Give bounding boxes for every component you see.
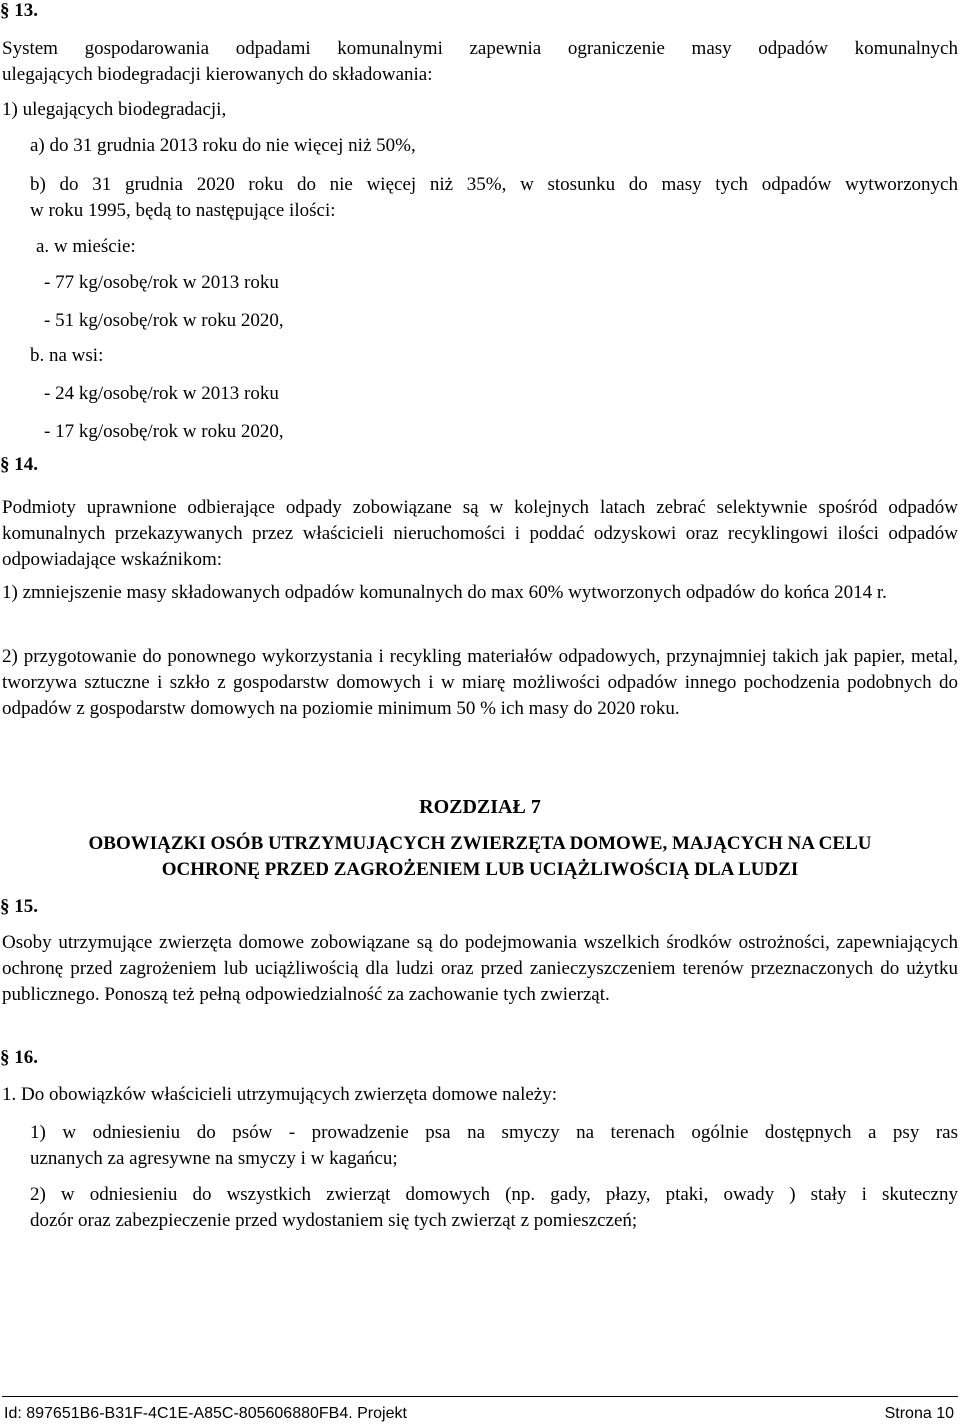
section-16-intro: 1. Do obowiązków właścicieli utrzymujących zwierzęta domowe należy: <box>2 1084 558 1105</box>
section-16-heading: § 16. <box>0 1047 38 1068</box>
section-15-heading: § 15. <box>0 896 38 917</box>
section-16-item-1-line1: 1) w odniesieniu do psów - prowadzenie psa na smyczy na terenach ogólnie dostępnych a psy ras <box>30 1122 958 1143</box>
section-14-paragraph-1: Podmioty uprawnione odbierające odpady zobowiązane są w kolejnych latach zebrać selektywnie spośród odpadów komunalnych przekazywanych przez właścicieli nieruchomości i poddać odzyskowi oraz recyklingowi ilości odpadów odpowiadające wskaźnikom: <box>2 497 958 570</box>
section-14-paragraph-3: 2) przygotowanie do ponownego wykorzystania i recykling materiałów odpadowych, przynajmniej takich jak papier, metal, tworzywa sztuczne i szkło z gospodarstw domowych i w miarę możliwości odpadów innego pochodzenia podobnych do odpadów z gospodarstw domowych na poziomie minimum 50 % ich masy do 2020 roku. <box>2 646 958 719</box>
section-13-intro-line2: ulegających biodegradacji kierowanych do składowania: <box>2 64 433 85</box>
footer-page-number: Strona 10 <box>884 1405 954 1422</box>
footer-rule <box>2 1396 958 1397</box>
city-label: a. w mieście: <box>36 236 136 257</box>
chapter-title-line2: OCHRONĘ PRZED ZAGROŻENIEM LUB UCIĄŻLIWOŚCIĄ DLA LUDZI <box>161 859 799 880</box>
section-16-item-2-line1: 2) w odniesieniu do wszystkich zwierząt domowych (np. gady, płazy, ptaki, owady ) stały i skuteczny <box>30 1184 958 1205</box>
city-value-2013: - 77 kg/osobę/rok w 2013 roku <box>44 272 279 293</box>
section-13-item-1: 1) ulegających biodegradacji, <box>2 99 227 120</box>
village-value-2020: - 17 kg/osobę/rok w roku 2020, <box>44 421 284 442</box>
city-value-2020: - 51 kg/osobę/rok w roku 2020, <box>44 310 284 331</box>
village-label: b. na wsi: <box>30 345 104 366</box>
section-14-paragraph-2: 1) zmniejszenie masy składowanych odpadów komunalnych do max 60% wytworzonych odpadów do końca 2014 r. <box>2 582 887 603</box>
section-13-heading: § 13. <box>0 0 38 21</box>
section-13-intro-line1: System gospodarowania odpadami komunalnymi zapewnia ograniczenie masy odpadów komunalnych <box>2 38 958 59</box>
section-16-item-1-line2: uznanych za agresywne na smyczy i w kagańcu; <box>30 1148 398 1169</box>
footer-document-id: Id: 897651B6-B31F-4C1E-A85C-805606880FB4. Projekt <box>4 1405 407 1422</box>
village-value-2013: - 24 kg/osobę/rok w 2013 roku <box>44 383 279 404</box>
section-13-item-a: a) do 31 grudnia 2013 roku do nie więcej niż 50%, <box>30 135 416 156</box>
section-13-item-b-line1: b) do 31 grudnia 2020 roku do nie więcej niż 35%, w stosunku do masy tych odpadów wytworzonych <box>30 174 958 195</box>
section-14-heading: § 14. <box>0 454 38 475</box>
chapter-number: ROZDZIAŁ 7 <box>419 796 541 818</box>
section-16-item-2-line2: dozór oraz zabezpieczenie przed wydostaniem się tych zwierząt z pomieszczeń; <box>30 1210 638 1231</box>
chapter-title-line1: OBOWIĄZKI OSÓB UTRZYMUJĄCYCH ZWIERZĘTA DOMOWE, MAJĄCYCH NA CELU <box>88 833 872 854</box>
section-13-item-b-line2: w roku 1995, będą to następujące ilości: <box>30 200 336 221</box>
section-15-paragraph: Osoby utrzymujące zwierzęta domowe zobowiązane są do podejmowania wszelkich środków ostrożności, zapewniających ochronę przed zagrożeniem lub uciążliwością dla ludzi oraz przed zanieczyszczeniem terenów przeznaczonych do użytku publicznego. Ponoszą też pełną odpowiedzialność za zachowanie tych zwierząt. <box>2 932 958 1005</box>
